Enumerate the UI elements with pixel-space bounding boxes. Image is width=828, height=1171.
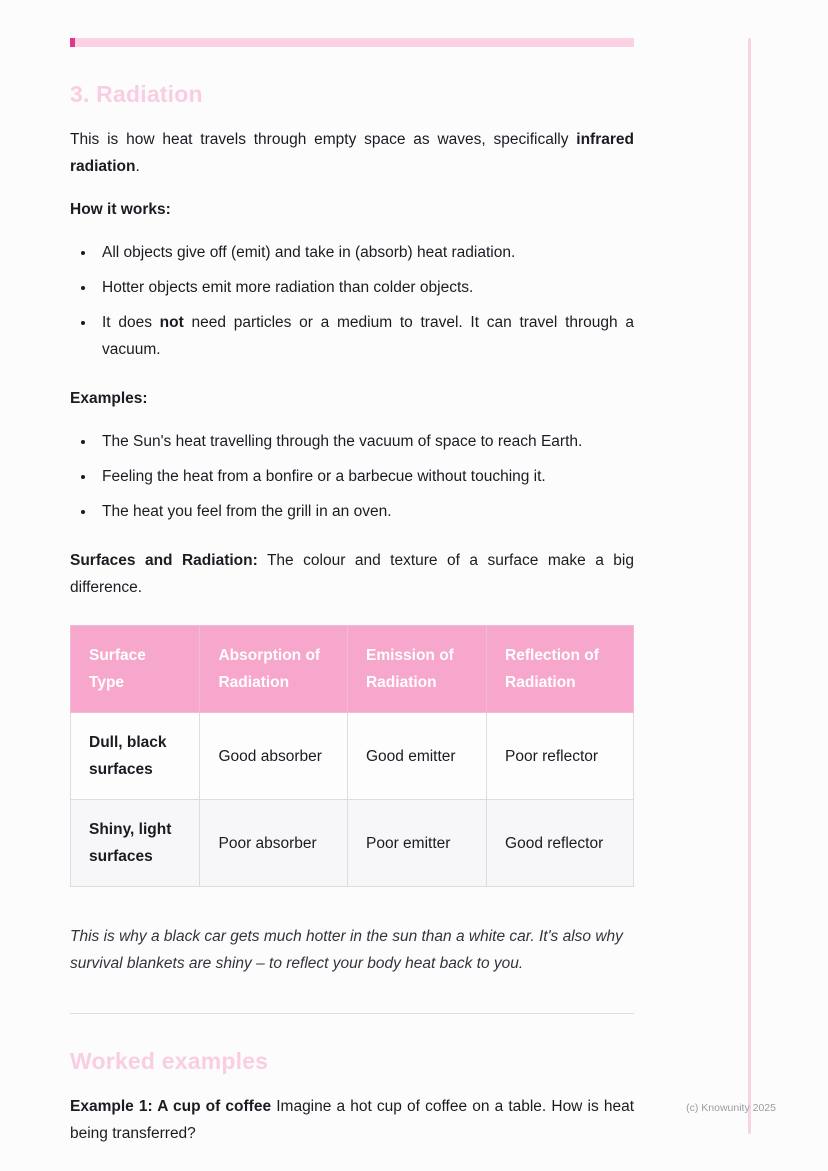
text-segment: Imagine a hot cup of coffee on a table. How is heat being transferred?	[70, 1098, 635, 1142]
text-segment: Hotter objects emit more radiation than colder objects.	[102, 279, 474, 296]
copyright-text: (c) Knowunity 2025	[686, 1102, 776, 1114]
bold-text-segment: infrared radiation	[70, 131, 634, 175]
table-cell: Good reflector	[487, 800, 634, 887]
section-heading-radiation: 3. Radiation	[70, 81, 203, 107]
text-segment: All objects give off (emit) and take in (absorb) heat radiation.	[102, 244, 516, 261]
radiation-intro-paragraph	[70, 126, 634, 180]
how-it-works-label: How it works:	[70, 201, 171, 218]
table-header-reflection: Reflection of Radiation	[487, 626, 634, 713]
table-header-absorption: Absorption of Radiation	[200, 626, 348, 713]
table-cell: Poor emitter	[347, 800, 486, 887]
table-cell-surface: Shiny, light surfaces	[71, 800, 200, 887]
table-cell: Poor absorber	[200, 800, 348, 887]
section-divider	[70, 1013, 634, 1014]
bold-text-segment: Surfaces and Radiation:	[70, 552, 258, 569]
list-item	[96, 428, 634, 455]
surfaces-table	[70, 625, 634, 887]
list-item	[96, 274, 634, 301]
page-edge-line	[748, 38, 751, 1134]
text-segment: Feeling the heat from a bonfire or a barbecue without touching it.	[102, 468, 546, 485]
text-segment: The colour and texture of a surface make a big difference.	[70, 552, 634, 596]
list-item	[96, 309, 634, 363]
table-cell: Good emitter	[347, 713, 486, 800]
bold-text-segment: not	[159, 314, 184, 331]
surfaces-and-radiation-paragraph	[70, 547, 634, 601]
section-divider-bar	[70, 38, 634, 47]
example1-paragraph	[70, 1093, 634, 1147]
section-heading-worked-examples: Worked examples	[70, 1048, 269, 1074]
list-item	[96, 463, 634, 490]
examples-list	[70, 428, 634, 525]
how-it-works-list	[70, 239, 634, 363]
table-cell: Good absorber	[200, 713, 348, 800]
document-content	[70, 0, 634, 1163]
table-row	[71, 800, 634, 887]
text-segment: The Sun's heat travelling through the vacuum of space to reach Earth.	[102, 433, 583, 450]
divider-bar-accent	[70, 38, 75, 47]
radiation-note: This is why a black car gets much hotter in the sun than a white car. It's also why survival blankets are shiny – to reflect your body heat back to you.	[70, 928, 623, 972]
text-segment: .	[135, 158, 140, 175]
table-header-row	[71, 626, 634, 713]
text-segment: This is how heat travels through empty space as waves, specifically	[70, 131, 577, 148]
text-segment: It does	[102, 314, 160, 331]
text-segment: need particles or a medium to travel. It can travel through a vacuum.	[102, 314, 634, 358]
text-segment: The heat you feel from the grill in an oven.	[102, 503, 392, 520]
table-header-surface-type: Surface Type	[71, 626, 200, 713]
table-cell: Poor reflector	[487, 713, 634, 800]
examples-label: Examples:	[70, 390, 148, 407]
list-item	[96, 498, 634, 525]
list-item	[96, 239, 634, 266]
table-header-emission: Emission of Radiation	[347, 626, 486, 713]
table-row	[71, 713, 634, 800]
bold-text-segment: Example 1: A cup of coffee	[70, 1098, 272, 1115]
table-cell-surface: Dull, black surfaces	[71, 713, 200, 800]
